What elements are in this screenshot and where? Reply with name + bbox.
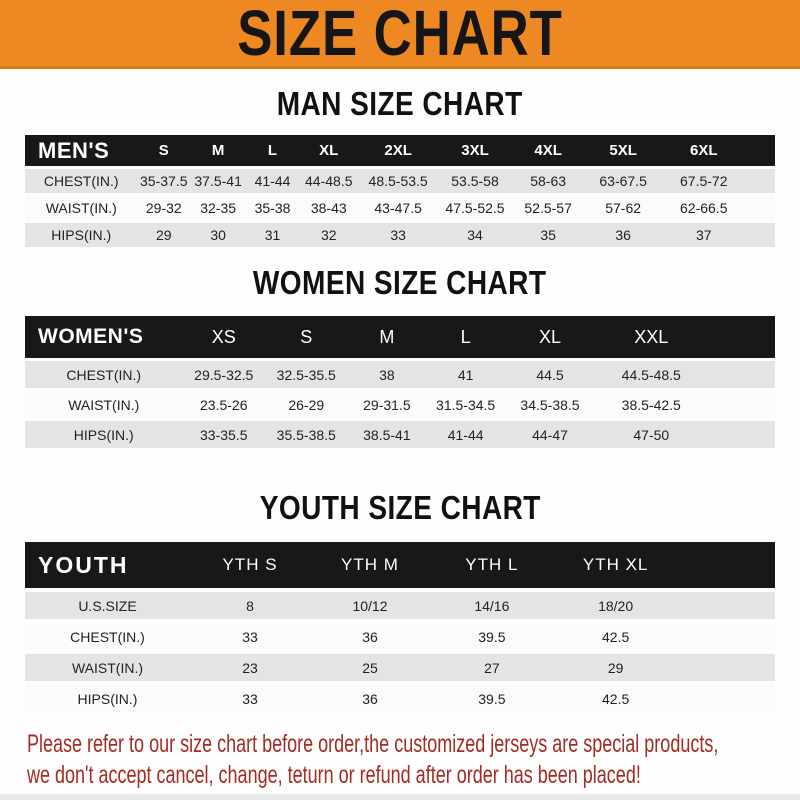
table-header-row [25,135,775,166]
size-value: 44-47 [505,421,595,448]
measurement-label: HIPS(IN.) [25,223,138,247]
size-value: 29.5-32.5 [183,361,266,388]
women-section-heading-text: WOMEN SIZE CHART [253,264,547,301]
table-header-label: YOUTH [25,542,190,588]
size-value: 36 [310,685,430,712]
table-header-row [25,542,775,588]
size-value: 38 [348,361,427,388]
size-column-header: YTH XL [554,542,678,588]
size-column-header: YTH S [190,542,310,588]
measurement-label: CHEST(IN.) [25,361,183,388]
size-value: 32.5-35.5 [265,361,348,388]
measurement-label: WAIST(IN.) [25,654,190,681]
size-value: 32-35 [190,196,246,220]
table-row [25,623,775,650]
size-value: 35.5-38.5 [265,421,348,448]
size-value: 52.5-57 [513,196,584,220]
size-value: 29-31.5 [348,391,427,418]
size-value: 36 [310,623,430,650]
table-header-label: WOMEN'S [25,316,183,358]
size-value: 67.5-72 [663,169,746,193]
size-value: 43-47.5 [359,196,438,220]
bottom-strip [0,794,800,800]
measurement-label: CHEST(IN.) [25,623,190,650]
size-value: 58-63 [513,169,584,193]
size-value: 42.5 [554,623,678,650]
size-value: 32 [299,223,359,247]
size-value: 38.5-41 [348,421,427,448]
size-value: 29 [138,223,191,247]
size-column-header: L [246,135,299,166]
size-value: 38-43 [299,196,359,220]
size-value: 23.5-26 [183,391,266,418]
size-value: 34.5-38.5 [505,391,595,418]
row-spacer-cell [678,685,776,712]
size-value: 30 [190,223,246,247]
size-column-header: XS [183,316,266,358]
measurement-label: HIPS(IN.) [25,421,183,448]
size-value: 53.5-58 [438,169,513,193]
row-spacer-cell [745,223,775,247]
size-value: 44-48.5 [299,169,359,193]
size-column-header: XL [299,135,359,166]
size-column-header: 3XL [438,135,513,166]
measurement-label: CHEST(IN.) [25,169,138,193]
size-value: 26-29 [265,391,348,418]
banner [0,0,800,69]
measurement-label: U.S.SIZE [25,592,190,619]
size-column-header: 5XL [584,135,663,166]
row-spacer-cell [678,654,776,681]
size-column-header: YTH M [310,542,430,588]
size-value: 33 [359,223,438,247]
size-value: 57-62 [584,196,663,220]
size-value: 31 [246,223,299,247]
table-row [25,654,775,681]
table-row [25,223,775,247]
header-spacer-cell [745,135,775,166]
size-column-header: M [348,316,427,358]
size-column-header: L [426,316,505,358]
size-value: 39.5 [430,623,554,650]
size-value: 47-50 [595,421,708,448]
size-value: 27 [430,654,554,681]
row-spacer-cell [678,623,776,650]
size-value: 37.5-41 [190,169,246,193]
youth-size-table [25,538,775,716]
measurement-label: WAIST(IN.) [25,196,138,220]
size-column-header: M [190,135,246,166]
footer-line-2: we don't accept cancel, change, teturn or refund after order has been placed! [27,761,641,789]
table-row [25,685,775,712]
size-value: 33 [190,623,310,650]
table-header-label: MEN'S [25,135,138,166]
table-row [25,592,775,619]
size-value: 25 [310,654,430,681]
size-value: 14/16 [430,592,554,619]
table-row [25,169,775,193]
size-value: 63-67.5 [584,169,663,193]
size-value: 41-44 [426,421,505,448]
size-value: 29-32 [138,196,191,220]
size-value: 33 [190,685,310,712]
row-spacer-cell [678,592,776,619]
size-value: 38.5-42.5 [595,391,708,418]
women-section-heading [0,265,800,301]
table-header-row [25,316,775,358]
size-value: 33-35.5 [183,421,266,448]
size-value: 35 [513,223,584,247]
size-column-header: S [138,135,191,166]
size-value: 62-66.5 [663,196,746,220]
row-spacer-cell [708,361,776,388]
size-value: 44.5 [505,361,595,388]
measurement-label: WAIST(IN.) [25,391,183,418]
youth-section-heading [0,490,800,526]
banner-title: SIZE CHART [237,0,563,69]
men-size-table [25,132,775,250]
size-value: 44.5-48.5 [595,361,708,388]
size-value: 39.5 [430,685,554,712]
size-value: 41 [426,361,505,388]
size-column-header: 6XL [663,135,746,166]
man-section-heading [0,86,800,122]
size-value: 35-38 [246,196,299,220]
size-column-header: 4XL [513,135,584,166]
row-spacer-cell [708,421,776,448]
size-column-header: YTH L [430,542,554,588]
table-row [25,421,775,448]
size-value: 34 [438,223,513,247]
size-value: 48.5-53.5 [359,169,438,193]
measurement-label: HIPS(IN.) [25,685,190,712]
footer-line-1: Please refer to our size chart before order,the customized jerseys are special products, [27,730,719,758]
size-value: 36 [584,223,663,247]
women-size-table [25,313,775,451]
size-column-header: XXL [595,316,708,358]
table-row [25,391,775,418]
table-row [25,361,775,388]
size-value: 10/12 [310,592,430,619]
size-value: 23 [190,654,310,681]
size-value: 18/20 [554,592,678,619]
size-value: 8 [190,592,310,619]
size-column-header: S [265,316,348,358]
footer-note [27,729,800,791]
size-value: 47.5-52.5 [438,196,513,220]
row-spacer-cell [745,196,775,220]
youth-section-heading-text: YOUTH SIZE CHART [259,489,541,526]
header-spacer-cell [708,316,776,358]
row-spacer-cell [708,391,776,418]
size-value: 31.5-34.5 [426,391,505,418]
size-value: 29 [554,654,678,681]
size-column-header: XL [505,316,595,358]
size-value: 41-44 [246,169,299,193]
man-section-heading-text: MAN SIZE CHART [277,85,523,122]
table-row [25,196,775,220]
size-value: 35-37.5 [138,169,191,193]
size-column-header: 2XL [359,135,438,166]
size-value: 37 [663,223,746,247]
size-value: 42.5 [554,685,678,712]
row-spacer-cell [745,169,775,193]
header-spacer-cell [678,542,776,588]
